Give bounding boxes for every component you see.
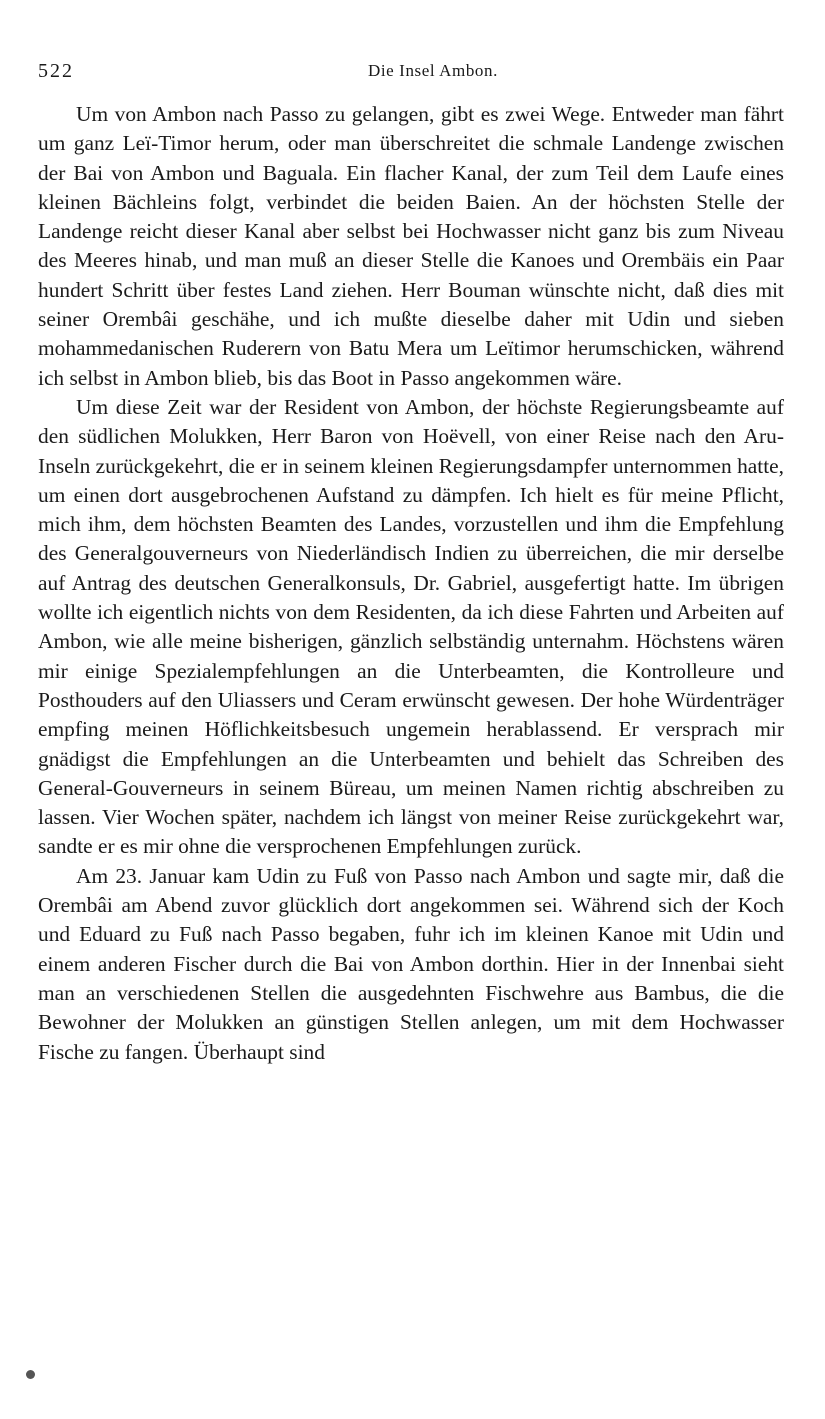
body-text: [38, 100, 784, 1067]
page-header: [38, 56, 788, 86]
paragraph: Um von Ambon nach Passo zu gelangen, gibt es zwei Wege. Entweder man fährt um ganz Leï-Timor herum, oder man überschreitet die schmale Landenge zwischen der Bai von Ambon und Baguala. Ein flacher Kanal, der zum Teil dem Laufe eines kleinen Bächleins folgt, verbindet die beiden Baien. An der höchsten Stelle der Landenge reicht dieser Kanal aber selbst bei Hochwasser nicht ganz bis zum Niveau des Meeres hinab, und man muß an dieser Stelle die Kanoes und Orembäis ein Paar hundert Schritt über festes Land ziehen. Herr Bouman wünschte nicht, daß dies mit seiner Orembâi geschähe, und ich mußte dieselbe daher mit Udin und sieben mohammedanischen Ruderern von Batu Mera um Leïtimor herumschicken, während ich selbst in Ambon blieb, bis das Boot in Passo angekommen wäre.: [38, 102, 784, 390]
paragraph: Am 23. Januar kam Udin zu Fuß von Passo nach Ambon und sagte mir, daß die Orembâi am Abend zuvor glücklich dort angekommen sei. Während sich der Koch und Eduard zu Fuß nach Passo begaben, fuhr ich im kleinen Kanoe mit Udin und einem anderen Fischer durch die Bai von Ambon dorthin. Hier in der Innenbai sieht man an verschiedenen Stellen die ausgedehnten Fischwehre aus Bambus, die die Bewohner der Molukken an günstigen Stellen anlegen, um mit dem Hochwasser Fische zu fangen. Überhaupt sind: [38, 863, 784, 1064]
paragraph: Um diese Zeit war der Resident von Ambon, der höchste Regierungsbeamte auf den südlichen Molukken, Herr Baron von Hoëvell, von einer Reise nach den Aru-Inseln zurückgekehrt, die er in seinem kleinen Regierungsdampfer unternommen hatte, um einen dort ausgebrochenen Aufstand zu dämpfen. Ich hielt es für meine Pflicht, mich ihm, dem höchsten Beamten des Landes, vorzustellen und ihm die Empfehlung des Generalgouverneurs von Niederländisch Indien zu überreichen, die mir derselbe auf Antrag des deutschen Generalkonsuls, Dr. Gabriel, ausgefertigt hatte. Im übrigen wollte ich eigentlich nichts von dem Residenten, da ich diese Fahrten und Arbeiten auf Ambon, wie alle meine bisherigen, gänzlich selbständig unternahm. Höchstens wären mir einige Spezialempfehlungen an die Unterbeamten, die Kontrolleure und Posthouders auf den Uliassers und Ceram erwünscht gewesen. Der hohe Würdenträger empfing meinen Höflichkeitsbesuch ungemein herablassend. Er versprach mir gnädigst die Empfehlungen an die Unterbeamten und behielt das Schreiben des General-Gouverneurs in seinem Büreau, um meinen Namen richtig abschreiben zu lassen. Vier Wochen später, nachdem ich längst von meiner Reise zurückgekehrt war, sandte er es mir ohne die versprochenen Empfehlungen zurück.: [38, 394, 784, 859]
page-number: 522: [38, 60, 74, 82]
running-title: Die Insel Ambon.: [367, 61, 498, 80]
ink-spot: [26, 1370, 35, 1379]
